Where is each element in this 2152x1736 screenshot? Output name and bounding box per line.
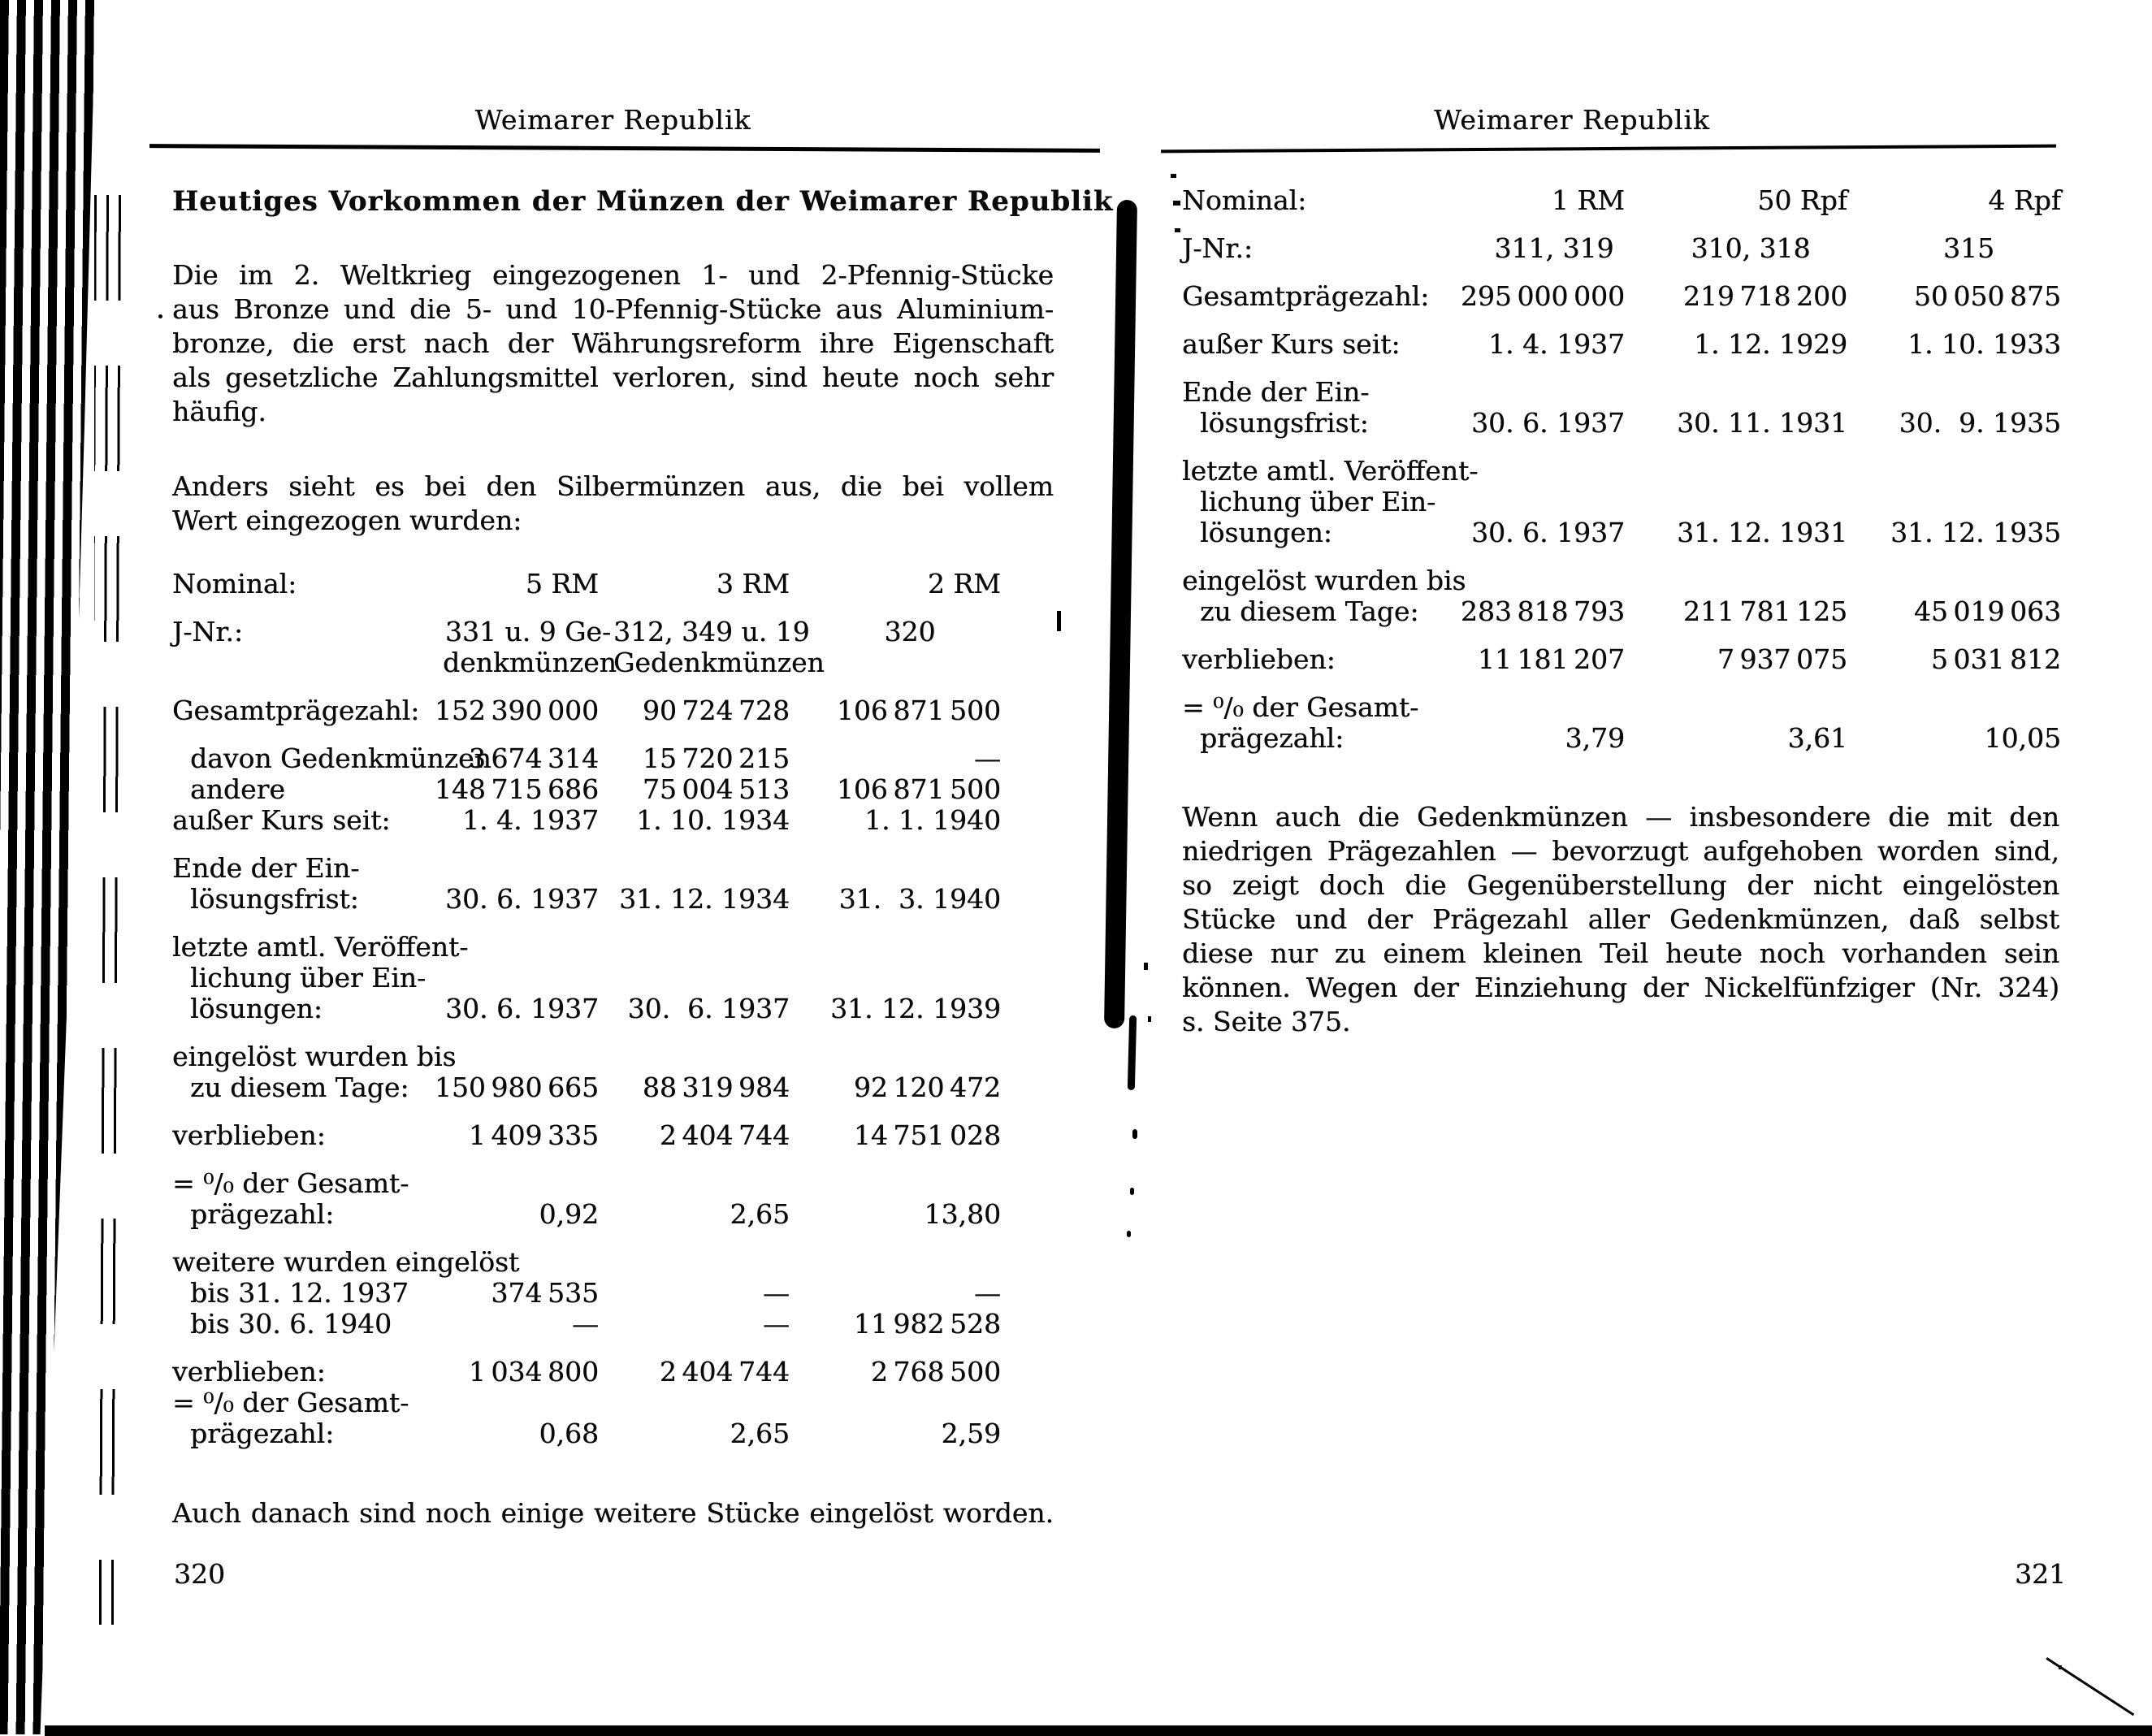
cell-value: 3,79 <box>1565 722 1625 754</box>
header-rule <box>149 144 1100 153</box>
cell-value: 88 319 984 <box>642 1071 790 1103</box>
paragraph-commemorative-coins <box>1182 800 2059 1039</box>
cell-value: 310, 318 <box>1691 232 1811 264</box>
row-label: davon Gedenkmünzen <box>190 742 491 774</box>
table-row <box>172 1120 1001 1151</box>
table-row <box>172 1418 1001 1449</box>
row-label: eingelöst wurden bis <box>1182 565 1466 596</box>
cell-value: 7 937 075 <box>1717 643 1847 675</box>
table-row <box>172 805 1001 836</box>
cell-value: — <box>763 1277 790 1309</box>
table-row <box>1182 185 2069 216</box>
cell-value: 50 050 875 <box>1913 280 2061 312</box>
text-line: aus Bronze und die 5- und 10-Pfennig-Stücke aus Aluminium- <box>172 293 1054 325</box>
table-row <box>1182 377 2069 408</box>
row-label: lösungsfrist: <box>190 883 359 915</box>
cell-value: 320 <box>884 616 936 647</box>
row-label: Gesamtprägezahl: <box>1182 280 1430 312</box>
header-rule <box>1161 145 2056 154</box>
cell-value: 3 RM <box>716 568 790 600</box>
page-number: 321 <box>2015 1558 2066 1590</box>
cell-value: 31. 12. 1934 <box>619 883 790 915</box>
table-row <box>1182 487 2069 517</box>
text-line: niedrigen Prägezahlen — bevorzugt aufgehoben worden sind, <box>1182 835 2059 867</box>
table-row <box>1182 692 2069 723</box>
cell-value: 315 <box>1943 232 1994 264</box>
cell-value: 2 404 744 <box>659 1119 790 1151</box>
cell-value: 45 019 063 <box>1913 595 2061 627</box>
cell-value: 106 871 500 <box>836 773 1001 805</box>
paragraph-silver-coins <box>172 470 1054 538</box>
cell-value: 211 781 125 <box>1682 595 1847 627</box>
text-line: Wenn auch die Gedenkmünzen — insbesondere die mit den <box>1182 801 2059 833</box>
table-row <box>1182 408 2069 439</box>
row-label: Nominal: <box>1182 184 1307 216</box>
paragraph-intro <box>172 258 1054 429</box>
table-row <box>172 1168 1001 1199</box>
row-label: andere <box>190 773 285 805</box>
row-label: = ⁰/₀ der Gesamt- <box>172 1167 409 1199</box>
table-row <box>172 647 1001 678</box>
cell-value: 31. 12. 1931 <box>1677 517 1847 548</box>
table-row <box>1182 723 2069 754</box>
text-line: Wert eingezogen wurden: <box>172 504 522 536</box>
page-number: 320 <box>174 1558 225 1590</box>
cell-value: — <box>974 742 1001 774</box>
table-row <box>172 743 1001 774</box>
cell-value: 0,68 <box>539 1418 599 1449</box>
cell-value: 31. 12. 1935 <box>1890 517 2061 548</box>
table-row <box>1182 456 2069 487</box>
cell-value: 1. 4. 1937 <box>1488 328 1625 360</box>
cell-value: 75 004 513 <box>642 773 790 805</box>
text-line: Auch danach sind noch einige weitere Stücke eingelöst worden. <box>172 1497 1054 1529</box>
row-label: verblieben: <box>1182 643 1336 675</box>
cell-value: 90 724 728 <box>642 695 790 726</box>
text-line: Anders sieht es bei den Silbermünzen aus, die bei vollem <box>172 470 1054 502</box>
cell-value: 30. 6. 1937 <box>445 993 599 1024</box>
cell-value: Gedenkmünzen <box>613 647 825 678</box>
table-row <box>1182 281 2069 312</box>
row-label: letzte amtl. Veröffent- <box>1182 455 1479 487</box>
row-label: J-Nr.: <box>1182 232 1254 264</box>
table-row <box>172 695 1001 726</box>
table-row <box>172 1072 1001 1103</box>
scan-speck <box>1173 201 1180 206</box>
table-row <box>1182 644 2069 675</box>
closing-note <box>172 1496 1054 1530</box>
cell-value: 3 674 314 <box>468 742 599 774</box>
scan-speck <box>1148 1016 1151 1022</box>
cell-value: 283 818 793 <box>1460 595 1625 627</box>
table-row <box>172 617 1001 647</box>
row-label: außer Kurs seit: <box>172 804 391 836</box>
table-row <box>172 963 1001 994</box>
row-label: prägezahl: <box>1200 722 1344 754</box>
text-line: können. Wegen der Einziehung der Nickelfünfziger (Nr. 324) <box>1182 972 2059 1003</box>
table-row <box>1182 233 2069 264</box>
table-row <box>172 1247 1001 1278</box>
cell-value: 31. 12. 1939 <box>830 993 1001 1024</box>
cell-value: 1. 10. 1933 <box>1907 328 2061 360</box>
row-label: lösungen: <box>1200 517 1332 548</box>
row-label: zu diesem Tage: <box>1200 595 1419 627</box>
cell-value: 374 535 <box>491 1277 599 1309</box>
table-row <box>172 1388 1001 1418</box>
cell-value: 30. 6. 1937 <box>627 993 790 1024</box>
cell-value: 150 980 665 <box>434 1071 599 1103</box>
row-label: prägezahl: <box>190 1418 335 1449</box>
section-title: Heutiges Vorkommen der Münzen der Weimarer Republik <box>172 185 1114 218</box>
cell-value: 2 404 744 <box>659 1356 790 1388</box>
text-line: als gesetzliche Zahlungsmittel verloren, sind heute noch sehr <box>172 361 1054 393</box>
cell-value: 30. 6. 1937 <box>1471 407 1625 439</box>
row-label: prägezahl: <box>190 1198 335 1230</box>
left-page <box>172 0 1114 1736</box>
row-label: verblieben: <box>172 1119 326 1151</box>
row-label: lösungsfrist: <box>1200 407 1369 439</box>
cell-value: 2,65 <box>730 1198 790 1230</box>
row-label: = ⁰/₀ der Gesamt- <box>1182 691 1419 723</box>
cell-value: 30. 6. 1937 <box>1471 517 1625 548</box>
cell-value: 219 718 200 <box>1682 280 1847 312</box>
cell-value: 1 409 335 <box>468 1119 599 1151</box>
cell-value: 2,59 <box>941 1418 1001 1449</box>
cell-value: 31. 3. 1940 <box>838 883 1001 915</box>
cell-value: 311, 319 <box>1494 232 1614 264</box>
row-label: Nominal: <box>172 568 297 600</box>
row-label: Gesamtprägezahl: <box>172 695 420 726</box>
cell-value: 295 000 000 <box>1460 280 1625 312</box>
cell-value: 15 720 215 <box>642 742 790 774</box>
running-header: Weimarer Republik <box>1434 104 1710 136</box>
table-row <box>1182 517 2069 548</box>
spine-thin-lines-artifact <box>94 195 122 1625</box>
cell-value: 0,92 <box>539 1198 599 1230</box>
cell-value: — <box>974 1277 1001 1309</box>
silver-coin-redemption-table <box>172 569 1001 1449</box>
scan-speck <box>1057 611 1061 631</box>
cell-value: 3,61 <box>1787 722 1847 754</box>
text-line: Stücke und der Prägezahl aller Gedenkmünzen, daß selbst <box>1182 903 2059 935</box>
scan-speck <box>1127 1231 1131 1237</box>
cell-value: 11 181 207 <box>1477 643 1625 675</box>
cell-value: 1 RM <box>1551 184 1625 216</box>
table-row <box>172 1357 1001 1388</box>
cell-value: 1. 4. 1937 <box>462 804 599 836</box>
row-label: = ⁰/₀ der Gesamt- <box>172 1387 409 1418</box>
row-label: letzte amtl. Veröffent- <box>172 931 469 963</box>
cell-value: — <box>572 1308 599 1340</box>
table-row <box>172 1041 1001 1072</box>
text-line: Die im 2. Weltkrieg eingezogenen 1- und 2-Pfennig-Stücke <box>172 259 1054 291</box>
table-row <box>172 1309 1001 1340</box>
spine-binding-stripes-artifact <box>0 0 96 1734</box>
cell-value: 148 715 686 <box>434 773 599 805</box>
cell-value: denkmünzen <box>443 647 617 678</box>
text-line: bronze, die erst nach der Währungsreform ihre Eigenschaft <box>172 327 1054 359</box>
scan-speck <box>1144 963 1148 970</box>
scan-speck <box>1130 1188 1134 1195</box>
gutter-shadow-artifact <box>1104 200 1137 1028</box>
cell-value: 1 034 800 <box>468 1356 599 1388</box>
row-label: Ende der Ein- <box>1182 376 1370 408</box>
cell-value: 4 Rpf <box>1988 184 2061 216</box>
row-label: verblieben: <box>172 1356 326 1388</box>
table-row <box>1182 596 2069 627</box>
cell-value: 30. 6. 1937 <box>445 883 599 915</box>
table-row <box>172 932 1001 963</box>
row-label: weitere wurden eingelöst <box>172 1246 520 1278</box>
cell-value: 2 768 500 <box>870 1356 1001 1388</box>
scan-speck <box>1171 174 1176 178</box>
table-row <box>172 853 1001 884</box>
row-label: zu diesem Tage: <box>190 1071 409 1103</box>
row-label: Ende der Ein- <box>172 852 360 884</box>
gutter-shadow-tail-artifact <box>1128 1015 1137 1090</box>
table-row <box>1182 329 2069 360</box>
row-label: lichung über Ein- <box>1200 486 1436 517</box>
scan-speck <box>1132 1129 1137 1139</box>
running-header: Weimarer Republik <box>474 104 751 136</box>
cell-value: — <box>763 1308 790 1340</box>
cell-value: 312, 349 u. 19 <box>613 616 810 647</box>
table-row <box>172 884 1001 915</box>
cell-value: 2 RM <box>927 568 1001 600</box>
cell-value: 106 871 500 <box>836 695 1001 726</box>
cell-value: 11 982 528 <box>853 1308 1001 1340</box>
row-label: bis 31. 12. 1937 <box>190 1277 409 1309</box>
row-label: lichung über Ein- <box>190 962 427 994</box>
cell-value: 92 120 472 <box>853 1071 1001 1103</box>
cell-value: 2,65 <box>730 1418 790 1449</box>
cell-value: 30. 9. 1935 <box>1899 407 2061 439</box>
cell-value: 1. 10. 1934 <box>636 804 790 836</box>
cell-value: 5 031 812 <box>1930 643 2061 675</box>
row-label: J-Nr.: <box>172 616 244 647</box>
text-line: diese nur zu einem kleinen Teil heute noch vorhanden sein <box>1182 937 2059 969</box>
table-row <box>172 994 1001 1024</box>
cell-value: 331 u. 9 Ge- <box>444 616 612 647</box>
right-page <box>1182 0 2066 1736</box>
cell-value: 1. 1. 1940 <box>864 804 1001 836</box>
text-line: häufig. <box>172 396 266 427</box>
row-label: lösungen: <box>190 993 323 1024</box>
table-row <box>172 569 1001 600</box>
cell-value: 152 390 000 <box>434 695 599 726</box>
scan-speck <box>158 314 162 318</box>
cell-value: 10,05 <box>1984 722 2061 754</box>
cell-value: 13,80 <box>924 1198 1001 1230</box>
row-label: bis 30. 6. 1940 <box>190 1308 392 1340</box>
cell-value: 30. 11. 1931 <box>1677 407 1847 439</box>
small-coin-redemption-table <box>1182 185 2069 754</box>
table-row <box>1182 565 2069 596</box>
scan-speck <box>1175 228 1180 232</box>
table-row <box>172 1199 1001 1230</box>
text-line: so zeigt doch die Gegenüberstellung der nicht eingelösten <box>1182 869 2059 901</box>
table-row <box>172 1278 1001 1309</box>
cell-value: 5 RM <box>525 568 599 600</box>
cell-value: 50 Rpf <box>1757 184 1847 216</box>
row-label: eingelöst wurden bis <box>172 1041 457 1072</box>
table-row <box>172 774 1001 805</box>
cell-value: 1. 12. 1929 <box>1694 328 1847 360</box>
text-line: s. Seite 375. <box>1182 1006 1351 1037</box>
cell-value: 14 751 028 <box>853 1119 1001 1151</box>
row-label: außer Kurs seit: <box>1182 328 1401 360</box>
